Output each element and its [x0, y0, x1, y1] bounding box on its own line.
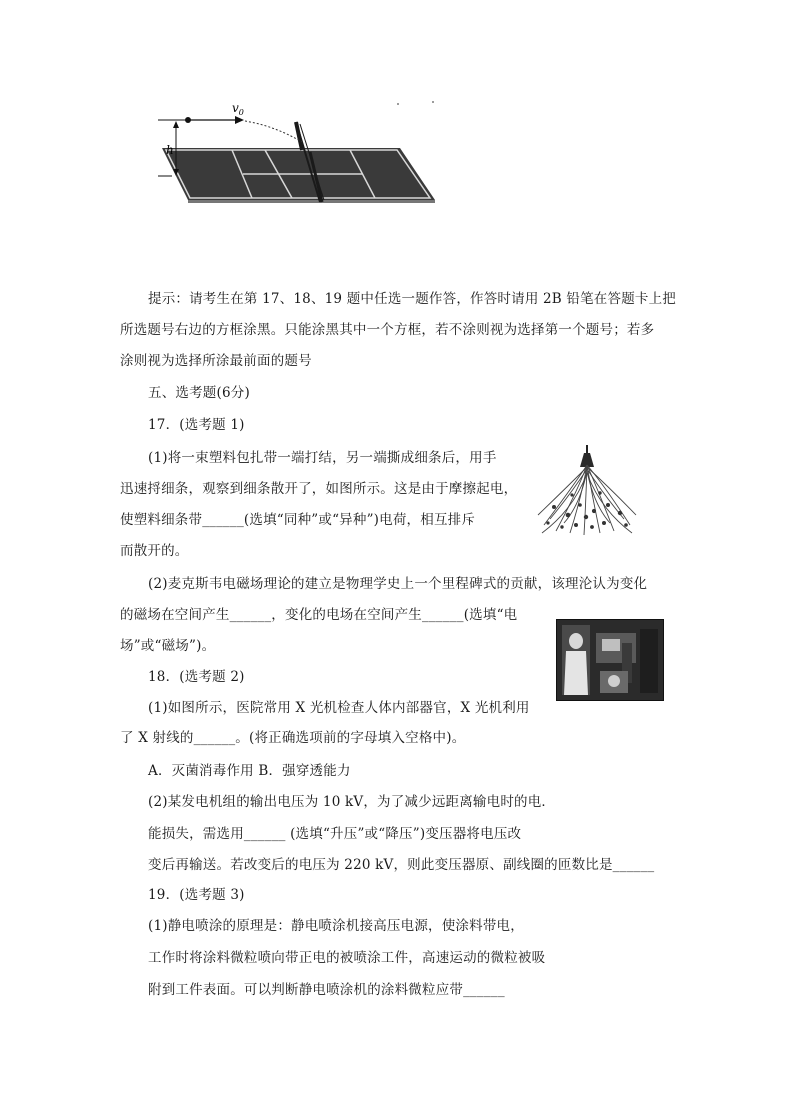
q17-part1-line3: 使塑料细条带______(选填“同种”或“异种”)电荷，相互排斥	[120, 512, 476, 528]
plastic-strips-figure	[534, 445, 640, 537]
hint-line-1: 提示：请考生在第 17、18、19 题中任选一题作答，作答时请用 2B 铅笔在答题卡上把	[148, 291, 677, 307]
section-title: 五、选考题(6分)	[148, 385, 250, 401]
q19-part1-line2: 工作时将涂料微粒喷向带正电的被喷涂工件，高速运动的微粒被吸	[148, 950, 546, 966]
q17-part1-line1: (1)将一束塑料包扎带一端打结，另一端撕成细条后，用手	[148, 450, 497, 466]
q18-options: A．灭菌消毒作用 B．强穿透能力	[148, 763, 351, 779]
hint-line-3: 涂则视为选择所涂最前面的题号	[120, 353, 312, 369]
knot-top	[580, 445, 594, 467]
strip-speckles	[546, 491, 627, 529]
hint-line-2: 所选题号右边的方框涂黑。只能涂黑其中一个方框，若不涂则视为选择第一个题号；若多	[120, 322, 655, 338]
q19-part1-line3: 附到工件表面。可以判断静电喷涂机的涂料微粒应带______	[148, 982, 505, 998]
doctor-figure	[569, 633, 583, 649]
strips	[538, 465, 636, 535]
q18-part1-line1: (1)如图所示，医院常用 X 光机检查人体内部器官，X 光机利用	[148, 700, 530, 716]
q19-part1-line1: (1)静电喷涂的原理是：静电喷涂机接高压电源，使涂料带电，	[148, 918, 524, 934]
tennis-court-figure	[150, 90, 450, 215]
q18-part2-line2: 能损失，需选用______ (选填“升压”或“降压”)变压器将电压改	[148, 826, 522, 842]
velocity-label: $v_0$	[232, 101, 244, 117]
xray-machine-photo	[556, 619, 664, 701]
q18-header: 18．(选考题 2)	[148, 669, 245, 685]
q18-part2-line1: (2)某发电机组的输出电压为 10 kV，为了减少远距离输电时的电．	[148, 794, 556, 810]
q17-part1-line2: 迅速捋细条，观察到细条散开了，如图所示。这是由于摩擦起电，	[120, 481, 518, 497]
q17-part1-line4: 而散开的。	[120, 543, 189, 559]
q19-header: 19．(选考题 3)	[148, 887, 245, 903]
q17-header: 17．(选考题 1)	[148, 417, 245, 433]
trajectory-dashed	[245, 121, 302, 142]
height-label: h	[166, 143, 174, 157]
q17-part2-line2: 的磁场在空间产生______，变化的电场在空间产生______(选填“电	[120, 607, 518, 623]
q17-part2-line3: 场”或“磁场”)。	[120, 638, 216, 654]
q18-part2-line3: 变后再输送。若改变后的电压为 220 kV，则此变压器原、副线圈的匝数比是______	[148, 857, 655, 873]
q18-part1-line2: 了 X 射线的______。(将正确选项前的字母填入空格中)。	[120, 730, 466, 746]
court-edge	[188, 200, 435, 203]
q17-part2-line1: (2)麦克斯韦电磁场理论的建立是物理学史上一个里程碑式的贡献，该理沦认为变化	[148, 576, 648, 592]
